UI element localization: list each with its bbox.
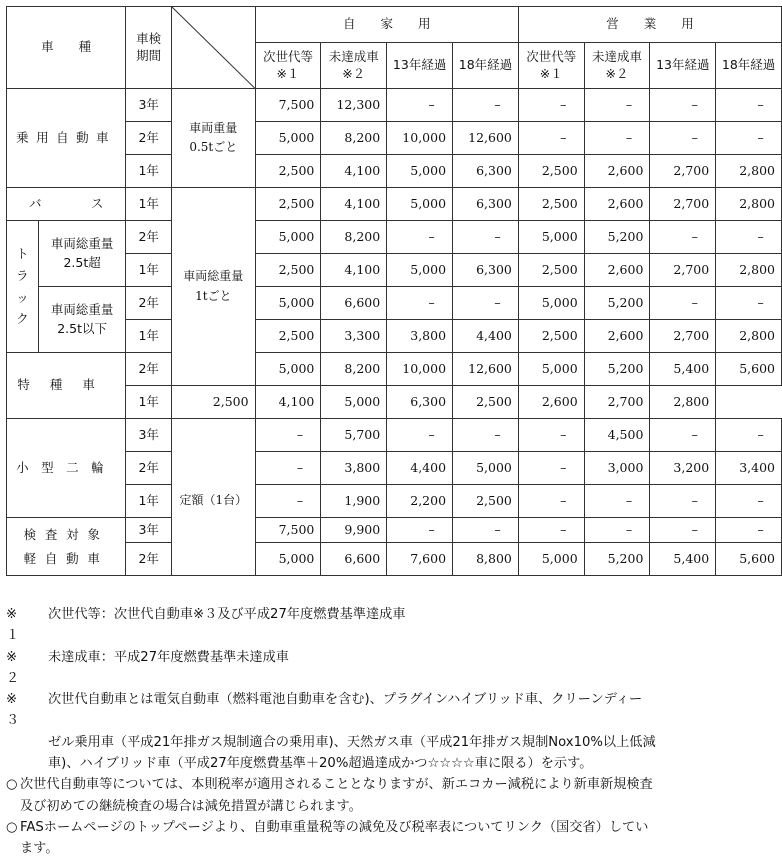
comment-2-line-1: FASホームページのトップページより、自動車重量税等の減免及び税率表についてリンク（国交省）してい: [20, 819, 649, 835]
value-cell: 6,300: [453, 188, 519, 221]
value-cell: 5,200: [584, 353, 650, 386]
period-cell: 1年: [126, 188, 172, 221]
value-cell: –: [650, 485, 716, 518]
note-3-mark: ※３: [6, 692, 20, 729]
value-cell: –: [518, 452, 584, 485]
value-cell: –: [387, 287, 453, 320]
table-row: [7, 353, 782, 386]
category-motorcycle: 小型二輪: [7, 419, 126, 518]
note-3-line-3: 車)、ハイブリッド車（平成27年度燃費基準＋20%超過達成かつ☆☆☆☆車に限る）を示す。: [48, 756, 593, 772]
category-light: 検査対象 軽自動車: [7, 518, 126, 576]
table-row: [7, 287, 782, 320]
value-cell: 7,500: [255, 89, 321, 122]
value-cell: 12,600: [453, 353, 519, 386]
comment-1-line-2: 及び初めての継続検査の場合は減免措置が講じられます。: [20, 798, 362, 814]
value-cell: 5,000: [453, 452, 519, 485]
value-cell: 2,600: [584, 320, 650, 353]
value-cell: –: [650, 419, 716, 452]
value-cell: 5,200: [584, 221, 650, 254]
value-cell: 7,600: [387, 543, 453, 576]
value-cell: 5,000: [518, 543, 584, 576]
value-cell: 6,600: [321, 287, 387, 320]
period-cell: 2年: [126, 287, 172, 320]
condition-per-one-ton: 車両総重量 1tごと: [172, 188, 256, 386]
value-cell: –: [453, 221, 519, 254]
header-unachieved-commercial: 未達成車 ※２: [584, 43, 650, 89]
value-cell: 2,500: [255, 254, 321, 287]
value-cell: –: [518, 89, 584, 122]
value-cell: 5,000: [518, 221, 584, 254]
value-cell: –: [716, 89, 782, 122]
value-cell: –: [584, 485, 650, 518]
header-13y-private: 13年経過: [387, 43, 453, 89]
header-commercial-use: 営 業 用: [518, 7, 781, 43]
value-cell: 2,800: [716, 188, 782, 221]
header-next-gen-private: 次世代等 ※１: [255, 43, 321, 89]
header-next-gen-commercial: 次世代等 ※１: [518, 43, 584, 89]
bus-char-2: ス: [90, 195, 104, 211]
note-1: [6, 604, 778, 647]
value-cell: 12,300: [321, 89, 387, 122]
header-18y-commercial: 18年経過: [716, 43, 782, 89]
value-cell: –: [255, 485, 321, 518]
value-cell: 2,500: [518, 254, 584, 287]
note-3-line-1: 次世代自動車とは電気自動車（燃料電池自動車を含む)、プラグインハイブリッド車、クリーンディー: [48, 692, 643, 708]
value-cell: –: [650, 287, 716, 320]
value-cell: –: [716, 122, 782, 155]
value-cell: 6,300: [453, 155, 519, 188]
value-cell: 5,000: [321, 386, 387, 419]
value-cell: 5,600: [716, 543, 782, 576]
bus-char-1: バ: [29, 195, 42, 211]
value-cell: 2,800: [716, 254, 782, 287]
notes: [6, 604, 778, 860]
category-truck: ト ラ ッ ク: [7, 221, 39, 353]
value-cell: 5,000: [387, 254, 453, 287]
value-cell: –: [716, 221, 782, 254]
period-cell: 1年: [126, 485, 172, 518]
value-cell: 2,800: [716, 155, 782, 188]
period-cell: 3年: [126, 518, 172, 543]
value-cell: 8,200: [321, 122, 387, 155]
value-cell: 8,200: [321, 221, 387, 254]
value-cell: –: [716, 419, 782, 452]
value-cell: –: [518, 485, 584, 518]
header-18y-private: 18年経過: [453, 43, 519, 89]
header-13y-commercial: 13年経過: [650, 43, 716, 89]
header-inspection-period: 車検 期間: [126, 7, 172, 89]
diagonal-line: [172, 7, 255, 88]
value-cell: –: [716, 518, 782, 543]
value-cell: 6,600: [321, 543, 387, 576]
value-cell: 5,000: [255, 287, 321, 320]
value-cell: 2,800: [716, 320, 782, 353]
category-truck-under: 車両総重量 2.5t以下: [38, 287, 126, 353]
value-cell: 5,600: [716, 353, 782, 386]
value-cell: –: [650, 89, 716, 122]
value-cell: –: [453, 518, 519, 543]
value-cell: –: [650, 518, 716, 543]
value-cell: –: [255, 452, 321, 485]
category-truck-over: 車両総重量 2.5t超: [38, 221, 126, 287]
value-cell: 10,000: [387, 122, 453, 155]
value-cell: 5,000: [387, 188, 453, 221]
value-cell: 12,600: [453, 122, 519, 155]
period-cell: 1年: [126, 254, 172, 287]
table-row: [7, 89, 782, 122]
period-cell: 3年: [126, 89, 172, 122]
value-cell: –: [716, 485, 782, 518]
value-cell: –: [584, 89, 650, 122]
header-vehicle-type: 車 種: [7, 7, 126, 89]
note-3-line-2: ゼル乗用車（平成21年排ガス規制適合の乗用車)、天然ガス車（平成21年排ガス規制Nox10%以上低減: [48, 734, 656, 750]
comment-2-line-2: ます。: [20, 841, 59, 857]
value-cell: 5,400: [650, 543, 716, 576]
value-cell: 2,500: [453, 485, 519, 518]
value-cell: 3,000: [584, 452, 650, 485]
value-cell: 4,100: [255, 386, 321, 419]
value-cell: 3,300: [321, 320, 387, 353]
value-cell: 3,800: [321, 452, 387, 485]
value-cell: –: [716, 287, 782, 320]
note-1-text: 次世代等：次世代自動車※３及び平成27年度燃費基準達成車: [48, 607, 406, 622]
value-cell: 2,700: [650, 320, 716, 353]
period-cell: 1年: [126, 386, 172, 419]
period-cell: 2年: [126, 452, 172, 485]
value-cell: 2,700: [650, 188, 716, 221]
value-cell: 3,400: [716, 452, 782, 485]
value-cell: 5,200: [584, 287, 650, 320]
value-cell: 2,600: [584, 254, 650, 287]
value-cell: –: [584, 122, 650, 155]
category-bus: [7, 188, 126, 221]
value-cell: –: [650, 221, 716, 254]
value-cell: 5,000: [518, 287, 584, 320]
period-cell: 2年: [126, 221, 172, 254]
value-cell: 2,500: [255, 155, 321, 188]
value-cell: 2,500: [518, 320, 584, 353]
comment-1-line-1: 次世代自動車等については、本則税率が適用されることとなりますが、新エコカー減税により新車新規検査: [20, 777, 653, 793]
value-cell: 2,600: [584, 155, 650, 188]
value-cell: –: [584, 518, 650, 543]
value-cell: 9,900: [321, 518, 387, 543]
category-passenger: 乗用自動車: [7, 89, 126, 188]
value-cell: 5,700: [321, 419, 387, 452]
value-cell: 5,400: [650, 353, 716, 386]
value-cell: –: [453, 419, 519, 452]
comment-1: [6, 774, 778, 795]
value-cell: 5,000: [255, 122, 321, 155]
period-cell: 2年: [126, 353, 172, 386]
note-2: [6, 647, 778, 690]
value-cell: 5,000: [255, 543, 321, 576]
value-cell: 10,000: [387, 353, 453, 386]
value-cell: –: [453, 287, 519, 320]
value-cell: 4,100: [321, 155, 387, 188]
header-unachieved-private: 未達成車 ※２: [321, 43, 387, 89]
value-cell: 4,400: [453, 320, 519, 353]
value-cell: 4,400: [387, 452, 453, 485]
value-cell: 1,900: [321, 485, 387, 518]
value-cell: 2,600: [584, 188, 650, 221]
table-row: [7, 188, 782, 221]
table-row: [7, 221, 782, 254]
value-cell: 2,700: [650, 254, 716, 287]
value-cell: 2,500: [453, 386, 519, 419]
value-cell: 2,500: [172, 386, 256, 419]
condition-flat: 定額（1台）: [172, 419, 256, 576]
note-1-mark: ※１: [6, 607, 20, 644]
note-2-mark: ※２: [6, 649, 20, 686]
value-cell: 2,200: [387, 485, 453, 518]
value-cell: 5,200: [584, 543, 650, 576]
value-cell: 2,700: [650, 155, 716, 188]
value-cell: 3,800: [387, 320, 453, 353]
value-cell: –: [650, 122, 716, 155]
value-cell: 4,100: [321, 254, 387, 287]
header-private-use: 自 家 用: [255, 7, 518, 43]
value-cell: 8,800: [453, 543, 519, 576]
value-cell: –: [518, 518, 584, 543]
value-cell: –: [453, 89, 519, 122]
period-cell: 1年: [126, 320, 172, 353]
comment-1-mark: ○: [6, 777, 18, 793]
value-cell: 2,700: [584, 386, 650, 419]
value-cell: 5,000: [387, 155, 453, 188]
header-diagonal: [172, 7, 256, 89]
value-cell: –: [518, 419, 584, 452]
value-cell: 3,200: [650, 452, 716, 485]
value-cell: 4,100: [321, 188, 387, 221]
value-cell: –: [387, 89, 453, 122]
value-cell: 8,200: [321, 353, 387, 386]
value-cell: 2,500: [255, 320, 321, 353]
table-row: [7, 419, 782, 452]
note-3: [6, 689, 778, 732]
comment-2-mark: ○: [6, 819, 18, 835]
note-2-text: 未達成車：平成27年度燃費基準未達成車: [48, 649, 289, 665]
period-cell: 1年: [126, 155, 172, 188]
value-cell: 7,500: [255, 518, 321, 543]
value-cell: –: [387, 518, 453, 543]
period-cell: 3年: [126, 419, 172, 452]
value-cell: 6,300: [387, 386, 453, 419]
value-cell: 6,300: [453, 254, 519, 287]
value-cell: –: [255, 419, 321, 452]
value-cell: 2,600: [518, 386, 584, 419]
value-cell: 4,500: [584, 419, 650, 452]
value-cell: –: [387, 221, 453, 254]
comment-2: [6, 817, 778, 838]
value-cell: –: [387, 419, 453, 452]
period-cell: 2年: [126, 543, 172, 576]
value-cell: 5,000: [255, 221, 321, 254]
value-cell: 2,500: [518, 155, 584, 188]
table-row: [7, 518, 782, 543]
value-cell: 2,500: [518, 188, 584, 221]
category-special: 特種車: [7, 353, 126, 419]
value-cell: 2,800: [650, 386, 716, 419]
condition-per-half-ton: 車両重量 0.5tごと: [172, 89, 256, 188]
value-cell: 2,500: [255, 188, 321, 221]
value-cell: 5,000: [255, 353, 321, 386]
period-cell: 2年: [126, 122, 172, 155]
value-cell: 5,000: [518, 353, 584, 386]
weight-tax-table: [6, 6, 782, 576]
value-cell: –: [518, 122, 584, 155]
